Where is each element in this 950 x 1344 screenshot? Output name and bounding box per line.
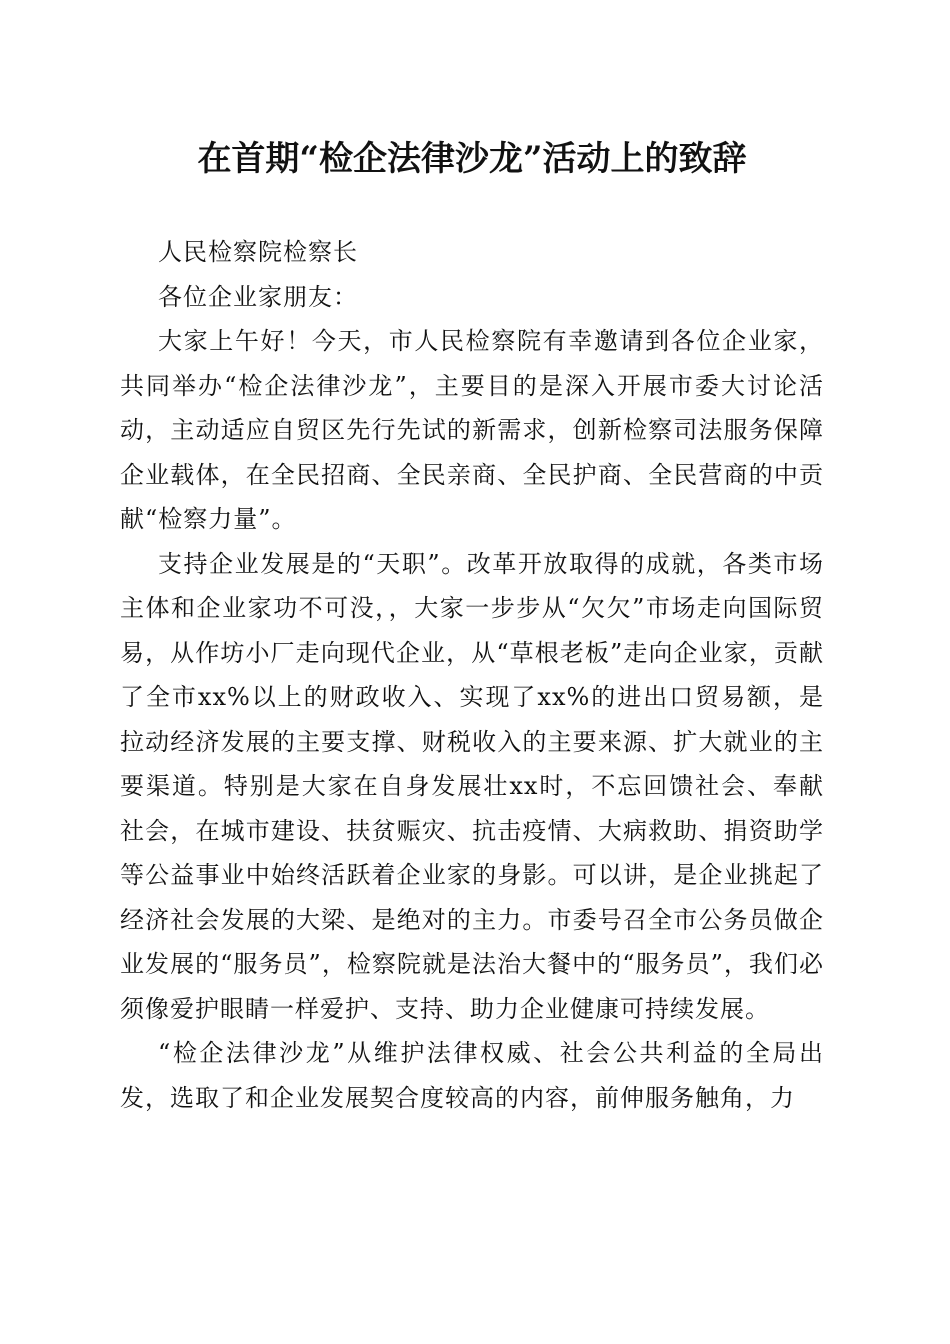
document-title: 在首期“检企法律沙龙”活动上的致辞 (197, 139, 747, 179)
paragraph-3: “检企法律沙龙”从维护法律权威、社会公共利益的全局出发，选取了和企业发展契合度较高的内容，前伸服务触角，力 (120, 1039, 824, 1112)
document-body (120, 230, 824, 1120)
paragraph-2: 支持企业发展是的“天职”。改革开放取得的成就，各类市场主体和企业家功不可没，，大家一步步从“欠欠”市场走向国际贸易，从作坊小厂走向现代企业，从“草根老板”走向企业家，贡献了全市xx%以上的财政收入、实现了xx%的进出口贸易额，是拉动经济发展的主要支撑、财税收入的主要来源、扩大就业的主要渠道。特别是大家在自身发展壮xx时，不忘回馈社会、奉献社会，在城市建设、扶贫赈灾、抗击疫情、大病救助、捐资助学等公益事业中始终活跃着企业家的身影。可以讲，是企业挑起了经济社会发展的大梁、是绝对的主力。市委号召全市公务员做企业发展的“服务员”，检察院就是法治大餐中的“服务员”，我们必须像爱护眼睛一样爱护、支持、助力企业健康可持续发展。 (120, 549, 824, 1023)
paragraph-1: 大家上午好！今天，市人民检察院有幸邀请到各位企业家，共同举办“检企法律沙龙”，主要目的是深入开展市委大讨论活动，主动适应自贸区先行先试的新需求，创新检察司法服务保障企业载体，在全民招商、全民亲商、全民护商、全民营商的中贡献“检察力量”。 (120, 327, 824, 533)
author-line: 人民检察院检察长 (158, 238, 358, 266)
salutation-line: 各位企业家朋友： (158, 282, 358, 311)
